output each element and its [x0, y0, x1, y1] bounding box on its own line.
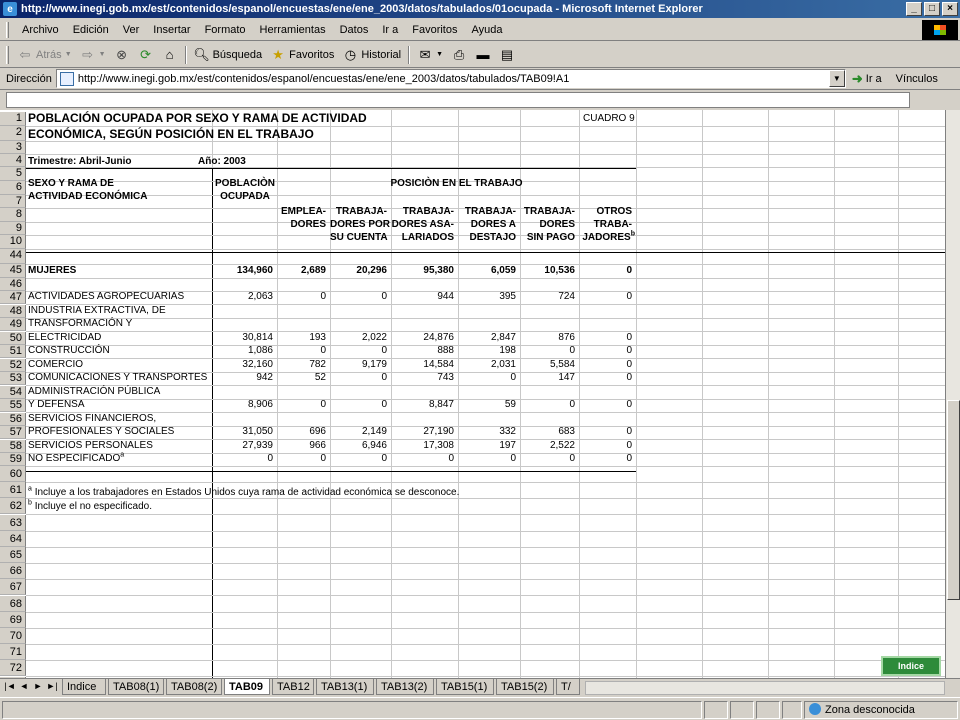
title-bar	[0, 0, 960, 18]
horizontal-scrollbar[interactable]	[585, 681, 945, 695]
row-label: ADMINISTRACIÓN PÚBLICA	[28, 385, 161, 397]
table-cell: 0	[626, 345, 632, 356]
table-cell: 9,179	[361, 358, 387, 370]
table-cell: 24,876	[423, 331, 454, 343]
prev-sheet-button[interactable]: ◄	[19, 681, 29, 691]
row-header[interactable]: 59	[0, 453, 26, 466]
row-header[interactable]: 71	[0, 644, 26, 660]
row-header[interactable]: 67	[0, 579, 26, 595]
formula-input[interactable]	[6, 92, 910, 108]
row-header[interactable]: 61	[0, 482, 26, 498]
row-header[interactable]: 58	[0, 440, 26, 453]
table-cell: 198	[499, 345, 516, 356]
table-cell: 2,063	[247, 291, 273, 302]
table-cell: 10,536	[544, 265, 575, 276]
row-header[interactable]: 7	[0, 195, 26, 208]
table-cell: 0	[626, 331, 632, 343]
column-header-text: TRABAJA-	[523, 206, 575, 217]
dropdown-icon: ▼	[64, 51, 72, 58]
refresh-button[interactable]	[134, 44, 158, 66]
gridline	[26, 249, 945, 250]
dropdown-icon: ▼	[436, 51, 444, 58]
vertical-scrollbar[interactable]	[945, 110, 960, 678]
row-header[interactable]: 46	[0, 278, 26, 291]
row-header[interactable]: 50	[0, 332, 26, 345]
window-controls	[906, 2, 958, 16]
table-cell: 32,160	[242, 358, 273, 370]
cuadro-label: CUADRO 9	[583, 113, 635, 124]
table-cell: 6,059	[490, 265, 516, 276]
table-cell: 197	[499, 439, 516, 451]
address-label: Dirección	[6, 72, 52, 85]
close-button[interactable]: ×	[942, 2, 958, 16]
row-header[interactable]: 54	[0, 386, 26, 399]
row-label: SERVICIOS FINANCIEROS,	[28, 412, 157, 424]
table-cell: 0	[320, 399, 326, 410]
search-icon: 🔍︎	[193, 46, 210, 62]
toolbar-separator	[408, 46, 410, 64]
stop-icon: ⊗	[116, 46, 128, 62]
favorites-label: Favoritos	[289, 48, 335, 61]
column-header-text: JADORES$^b$	[582, 230, 635, 243]
row-label: NO ESPECIFICADO$^a$	[28, 451, 125, 464]
gridline	[26, 514, 945, 515]
minimize-button[interactable]: _	[906, 2, 922, 16]
table-cell: 2,022	[361, 331, 387, 343]
table-cell: 0	[267, 453, 273, 464]
gridline	[26, 579, 945, 580]
edit-button[interactable]	[471, 44, 495, 66]
table-cell: 59	[504, 399, 516, 410]
menu-ir-a[interactable]: Ir a	[382, 23, 399, 36]
table-cell: 0	[626, 358, 632, 370]
gridline	[26, 195, 945, 196]
gridline	[26, 595, 945, 596]
gridline	[26, 385, 945, 386]
links-button[interactable]: Vínculos	[895, 72, 938, 85]
menu-formato[interactable]: Formato	[204, 23, 246, 36]
sheet-tab-tab132[interactable]: TAB13(2)	[376, 679, 434, 695]
table-cell: 0	[626, 399, 632, 410]
row-header[interactable]: 2	[0, 126, 26, 141]
gridline	[26, 644, 945, 645]
table-cell: 95,380	[423, 265, 454, 276]
table-cell: 27,939	[242, 439, 273, 451]
table-cell: 8,847	[428, 399, 454, 410]
table-border	[26, 252, 945, 253]
forward-arrow-icon: ⇨	[82, 46, 94, 62]
table-cell: 0	[626, 426, 632, 437]
table-cell: 134,960	[236, 265, 273, 276]
row-header[interactable]: 53	[0, 372, 26, 385]
back-arrow-icon: ⇦	[19, 46, 31, 62]
column-header-text: OTROS	[596, 206, 632, 217]
favorites-button[interactable]	[266, 44, 338, 66]
stop-button[interactable]	[110, 44, 134, 66]
gridline	[26, 167, 945, 168]
maximize-button[interactable]: □	[924, 2, 940, 16]
column-header-text: DORES	[290, 219, 326, 230]
history-icon: ◷	[344, 46, 357, 62]
print-button[interactable]	[447, 44, 471, 66]
table-cell: 20,296	[356, 265, 387, 276]
home-button[interactable]	[158, 44, 182, 66]
table-cell: 2,689	[300, 265, 326, 276]
address-bar	[0, 68, 960, 90]
gridline	[26, 531, 945, 532]
table-cell: 0	[626, 439, 632, 451]
row-header[interactable]: 56	[0, 413, 26, 426]
edit-icon: ▬	[476, 47, 490, 62]
go-button[interactable]	[852, 71, 882, 87]
row-header[interactable]: 10	[0, 235, 26, 249]
table-cell: 944	[437, 291, 454, 302]
row-header[interactable]: 3	[0, 141, 26, 154]
row-header[interactable]: 8	[0, 208, 26, 222]
dropdown-icon: ▼	[98, 51, 106, 58]
table-cell: 888	[437, 345, 454, 356]
column-header-text: EMPLEA-	[281, 206, 326, 217]
toolbar-grip	[6, 46, 9, 64]
internet-zone-icon	[809, 703, 821, 715]
header-sexo-line2: ACTIVIDAD ECONÓMICA	[28, 191, 148, 202]
row-label: PROFESIONALES Y SOCIALES	[28, 426, 175, 437]
footnote-a	[28, 487, 459, 499]
table-cell: 0	[626, 265, 632, 276]
footnote-a-mark: a	[28, 485, 32, 493]
status-seg-1	[704, 701, 728, 719]
menu-grip	[6, 22, 9, 38]
column-header-text: DORES A	[470, 219, 516, 230]
search-button[interactable]	[190, 44, 267, 66]
last-sheet-button[interactable]: ►|	[46, 681, 58, 691]
gridline	[26, 660, 945, 661]
trimestre-label: Trimestre: Abril-Junio	[28, 156, 132, 167]
formula-bar	[0, 91, 960, 109]
menu-archivo[interactable]: Archivo	[22, 23, 59, 36]
address-url: http://www.inegi.gob.mx/est/contenidos/espanol/encuestas/ene/ene_2003/datos/tabulados/TAB09!A1	[77, 72, 570, 85]
gridline	[26, 154, 945, 155]
row-header[interactable]: 5	[0, 167, 26, 181]
next-sheet-button[interactable]: ►	[33, 681, 43, 691]
table-cell: 17,308	[423, 439, 454, 451]
table-cell: 0	[381, 399, 387, 410]
table-title-line2: ECONÓMICA, SEGÚN POSICIÓN EN EL TRABAJO	[28, 127, 314, 141]
gridline	[26, 563, 945, 564]
gridline	[26, 318, 945, 319]
table-cell: 0	[320, 345, 326, 356]
discuss-button[interactable]	[495, 44, 519, 66]
table-border	[26, 168, 636, 169]
sheet-tab-tab12[interactable]: TAB12	[272, 679, 314, 695]
sheet-tab-tab151[interactable]: TAB15(1)	[436, 679, 494, 695]
table-cell: 696	[309, 426, 326, 437]
table-cell: 0	[569, 399, 575, 410]
sheet-tab-bar	[0, 678, 960, 696]
toolbar	[0, 42, 960, 68]
table-cell: 782	[309, 358, 326, 370]
table-cell: 0	[569, 345, 575, 356]
refresh-icon: ⟳	[140, 46, 152, 62]
row-header[interactable]: 57	[0, 426, 26, 439]
row-label: COMUNICACIONES Y TRANSPORTES	[28, 372, 208, 383]
row-label: COMERCIO	[28, 358, 83, 370]
footnote-a-superscript: a	[120, 451, 125, 459]
ie-icon: e	[3, 2, 17, 16]
menu-ver[interactable]: Ver	[122, 23, 140, 36]
table-cell: 1,086	[247, 345, 273, 356]
sheet-tab-tab152[interactable]: TAB15(2)	[496, 679, 554, 695]
gridline	[26, 466, 945, 467]
row-header[interactable]: 72	[0, 660, 26, 676]
row-header[interactable]: 65	[0, 547, 26, 563]
address-input[interactable]	[56, 69, 846, 88]
row-header[interactable]: 6	[0, 181, 26, 195]
table-cell: 2,847	[490, 331, 516, 343]
table-cell: 0	[510, 453, 516, 464]
table-cell: 14,584	[423, 358, 454, 370]
row-header[interactable]: 1	[0, 112, 26, 126]
row-label: CONSTRUCCIÓN	[28, 345, 110, 356]
search-label: Búsqueda	[212, 48, 263, 61]
go-arrow-icon: ➜	[851, 70, 863, 86]
table-cell: 0	[381, 291, 387, 302]
row-label: SERVICIOS PERSONALES	[28, 439, 153, 451]
table-cell: 942	[256, 372, 273, 383]
status-seg-3	[756, 701, 780, 719]
gridline	[26, 612, 945, 613]
row-header[interactable]: 55	[0, 399, 26, 412]
table-cell: 5,584	[549, 358, 575, 370]
header-poblacion-line2: OCUPADA	[220, 191, 270, 202]
row-header[interactable]: 60	[0, 466, 26, 482]
window-title: http://www.inegi.gob.mx/est/contenidos/espanol/encuestas/ene/ene_2003/datos/tabulados/01ocupada - Microsoft Internet Explorer	[21, 3, 703, 15]
table-border	[26, 471, 636, 472]
back-label: Atrás	[36, 48, 62, 61]
table-cell: 395	[499, 291, 516, 302]
row-header[interactable]: 64	[0, 531, 26, 547]
anio-label: Año: 2003	[198, 156, 246, 167]
table-cell: 743	[437, 372, 454, 383]
sheet-tab-tab082[interactable]: TAB08(2)	[166, 679, 222, 695]
home-icon: ⌂	[165, 47, 174, 62]
row-header[interactable]: 70	[0, 628, 26, 644]
status-seg-2	[730, 701, 754, 719]
first-sheet-button[interactable]: |◄	[4, 681, 16, 691]
gridline	[26, 278, 945, 279]
footnote-b-text: Incluye el no especificado.	[34, 501, 152, 512]
table-cell: 2,031	[490, 358, 516, 370]
column-header-text: DORES ASA-	[391, 219, 454, 230]
table-cell: 0	[626, 372, 632, 383]
table-cell: 0	[569, 453, 575, 464]
table-cell: 193	[309, 331, 326, 343]
table-cell: 683	[558, 426, 575, 437]
table-title-line1: POBLACIÓN OCUPADA POR SEXO Y RAMA DE ACTIVIDAD	[28, 111, 367, 125]
forward-button[interactable]	[76, 44, 110, 66]
table-cell: 8,906	[247, 399, 273, 410]
column-header-text: TRABAJA-	[402, 206, 454, 217]
row-header[interactable]: 63	[0, 515, 26, 531]
gridline	[26, 141, 945, 142]
table-cell: 0	[381, 453, 387, 464]
sheet-tab-tab131[interactable]: TAB13(1)	[316, 679, 374, 695]
address-dropdown-button[interactable]: ▼	[829, 70, 845, 87]
table-cell: 0	[626, 291, 632, 302]
table-cell: 876	[558, 331, 575, 343]
menu-bar	[0, 19, 960, 41]
footnote-b	[28, 501, 152, 513]
printer-icon: ⎙	[453, 46, 465, 62]
spreadsheet[interactable]	[0, 110, 945, 678]
gridline	[26, 412, 945, 413]
row-header[interactable]: 45	[0, 264, 26, 278]
sheet-tab-t[interactable]: T/	[556, 679, 580, 695]
go-label: Ir a	[865, 72, 882, 85]
menu-insertar[interactable]: Insertar	[153, 23, 191, 36]
menu-datos[interactable]: Datos	[339, 23, 369, 36]
header-poblacion-line1: POBLACIÒN	[215, 178, 275, 189]
table-cell: 52	[314, 372, 326, 383]
row-header[interactable]: 62	[0, 498, 26, 514]
menu-herramientas[interactable]: Herramientas	[259, 23, 326, 36]
table-border	[212, 168, 213, 678]
mujeres-label: MUJERES	[28, 265, 77, 276]
row-header[interactable]: 44	[0, 249, 26, 264]
row-header[interactable]: 66	[0, 563, 26, 579]
table-cell: 147	[558, 372, 575, 383]
table-cell: 0	[381, 345, 387, 356]
toolbar-separator	[185, 46, 187, 64]
status-seg-4	[782, 701, 802, 719]
table-cell: 0	[510, 372, 516, 383]
table-cell: 6,946	[361, 439, 387, 451]
table-cell: 0	[381, 372, 387, 383]
header-posicion: POSICIÒN EN EL TRABAJO	[390, 178, 523, 189]
table-cell: 0	[448, 453, 454, 464]
menu-edicion[interactable]: Edición	[72, 23, 109, 36]
row-label: TRANSFORMACIÓN Y	[28, 318, 133, 329]
page-icon	[60, 72, 74, 86]
history-label: Historial	[361, 48, 402, 61]
table-cell: 27,190	[423, 426, 454, 437]
row-header[interactable]: 52	[0, 359, 26, 372]
table-cell: 2,149	[361, 426, 387, 437]
row-header[interactable]: 48	[0, 305, 26, 318]
table-cell: 30,814	[242, 331, 273, 343]
row-header[interactable]: 49	[0, 318, 26, 331]
favorites-icon: ★	[272, 46, 284, 62]
mail-icon: ✉	[419, 46, 431, 62]
menu-favoritos[interactable]: Favoritos	[412, 23, 458, 36]
discuss-icon: ▤	[500, 46, 514, 62]
table-cell: 31,050	[242, 426, 273, 437]
header-sexo-line1: SEXO Y RAMA DE	[28, 178, 114, 189]
gridline	[26, 482, 945, 483]
table-cell: 0	[320, 291, 326, 302]
sheet-tab-tab09[interactable]: TAB09	[224, 679, 270, 695]
windows-logo-icon	[922, 20, 958, 40]
indice-button[interactable]: Indice	[881, 656, 941, 676]
gridline	[26, 628, 945, 629]
row-label: INDUSTRIA EXTRACTIVA, DE	[28, 304, 166, 316]
status-bar	[0, 697, 960, 720]
footnote-b-mark: b	[28, 499, 32, 507]
column-header-text: TRABAJA-	[464, 206, 516, 217]
status-zone	[804, 701, 958, 719]
back-button[interactable]	[13, 44, 76, 66]
column-header-text: SU CUENTA	[330, 232, 388, 243]
footnote-a-text: Incluye a los trabajadores en Estados Unidos cuya rama de actividad económica se desconoce.	[34, 487, 460, 498]
table-cell: 0	[626, 453, 632, 464]
status-main	[2, 701, 702, 719]
row-label: ACTIVIDADES AGROPECUARIAS	[28, 291, 185, 302]
table-cell: 332	[499, 426, 516, 437]
row-label: Y DEFENSA	[28, 399, 85, 410]
table-cell: 2,522	[549, 439, 575, 451]
table-cell: 0	[320, 453, 326, 464]
column-header-text: DESTAJO	[469, 232, 516, 243]
footnote-b-superscript: b	[630, 230, 635, 238]
gridline	[26, 547, 945, 548]
menu-ayuda[interactable]: Ayuda	[471, 23, 503, 36]
sheet-tab-tab081[interactable]: TAB08(1)	[108, 679, 164, 695]
scroll-thumb[interactable]	[947, 400, 960, 600]
column-header-text: SIN PAGO	[526, 232, 575, 243]
row-header[interactable]: 4	[0, 154, 26, 167]
row-label: ELECTRICIDAD	[28, 331, 102, 343]
history-button[interactable]	[338, 44, 405, 66]
zone-label: Zona desconocida	[825, 704, 915, 716]
row-header[interactable]: 69	[0, 612, 26, 628]
row-header[interactable]: 68	[0, 596, 26, 612]
row-header[interactable]: 51	[0, 345, 26, 358]
row-header[interactable]: 9	[0, 222, 26, 235]
column-header-text: DORES	[539, 219, 575, 230]
mail-button[interactable]	[413, 44, 447, 66]
column-header-text: LARIADOS	[401, 232, 454, 243]
column-header-text: DORES POR	[330, 219, 391, 230]
sheet-tab-indice[interactable]: Indice	[62, 679, 106, 695]
row-header[interactable]: 47	[0, 291, 26, 304]
column-header-text: TRABA-	[593, 219, 632, 230]
column-header-text: TRABAJA-	[335, 206, 387, 217]
table-cell: 966	[309, 439, 326, 451]
table-cell: 724	[558, 291, 575, 302]
